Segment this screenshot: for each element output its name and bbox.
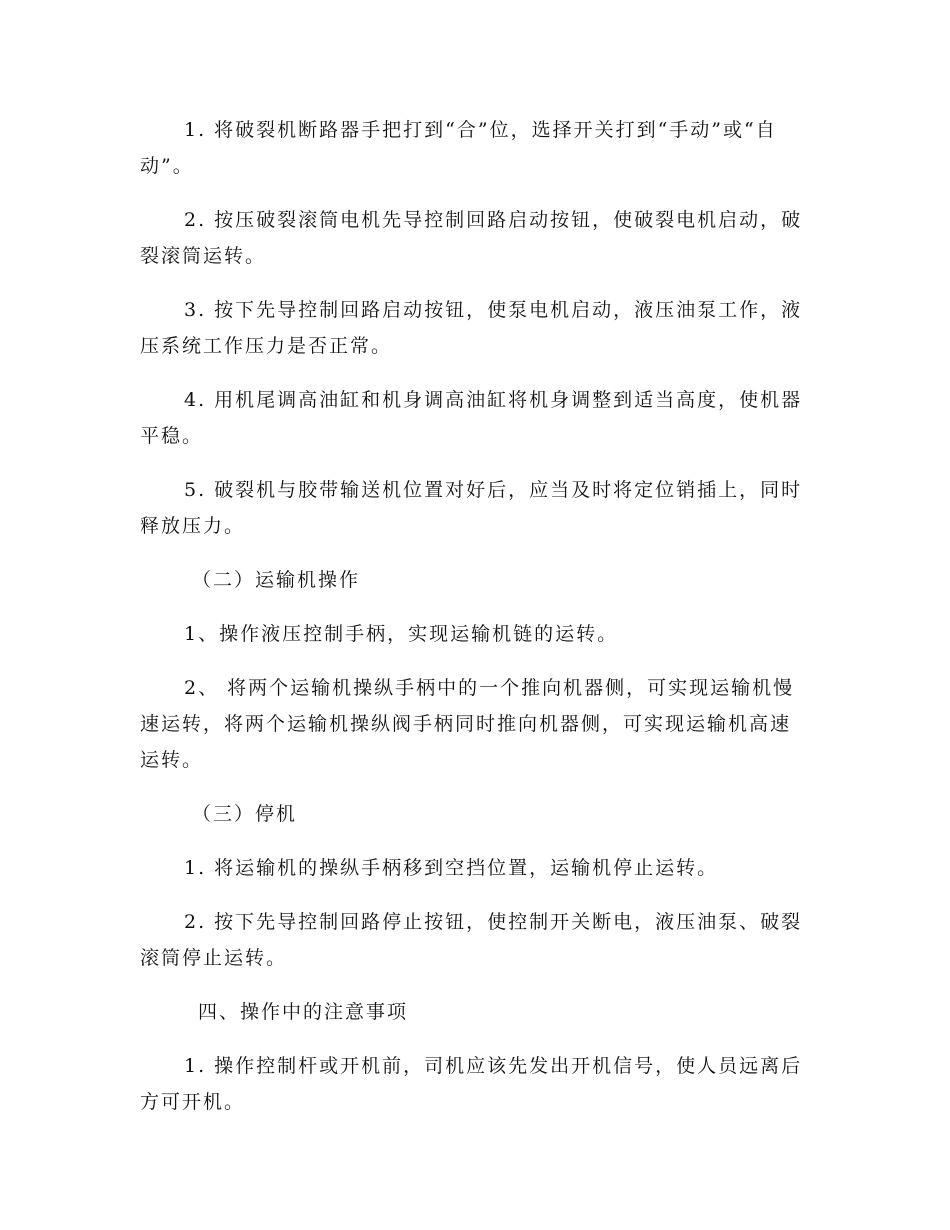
paragraph-stop-2: 2. 按下先导控制回路停止按钮，使控制开关断电，液压油泵、破裂滚筒停止运转。: [140, 911, 803, 969]
paragraph-conveyor-1: 1、操作液压控制手柄，实现运输机链的运转。: [184, 623, 619, 645]
paragraph-step-4: 4. 用机尾调高油缸和机身调高油缸将机身调整到适当高度，使机器平稳。: [140, 389, 803, 447]
section-heading-conveyor: （二）运输机操作: [192, 569, 361, 591]
section-heading-precautions: 四、操作中的注意事项: [198, 1001, 409, 1023]
paragraph-step-1: 1. 将破裂机断路器手把打到“合”位，选择开关打到“手动”或“自动”。: [140, 119, 777, 177]
paragraph-step-5: 5. 破裂机与胶带输送机位置对好后，应当及时将定位销插上，同时释放压力。: [140, 479, 803, 537]
paragraph-step-2: 2. 按压破裂滚筒电机先导控制回路启动按钮，使破裂电机启动，破裂滚筒运转。: [140, 209, 803, 267]
paragraph-stop-1: 1. 将运输机的操纵手柄移到空挡位置，运输机停止运转。: [184, 857, 719, 879]
paragraph-step-3: 3. 按下先导控制回路启动按钮，使泵电机启动，液压油泵工作，液压系统工作压力是否正常。: [140, 299, 803, 357]
section-heading-stop: （三）停机: [192, 803, 298, 825]
paragraph-precaution-1: 1. 操作控制杆或开机前，司机应该先发出开机信号，使人员远离后方可开机。: [140, 1055, 803, 1113]
paragraph-conveyor-2: 2、 将两个运输机操纵手柄中的一个推向机器侧，可实现运输机慢速运转，将两个运输机操纵阀手柄同时推向机器侧，可实现运输机高速运转。: [140, 677, 795, 771]
